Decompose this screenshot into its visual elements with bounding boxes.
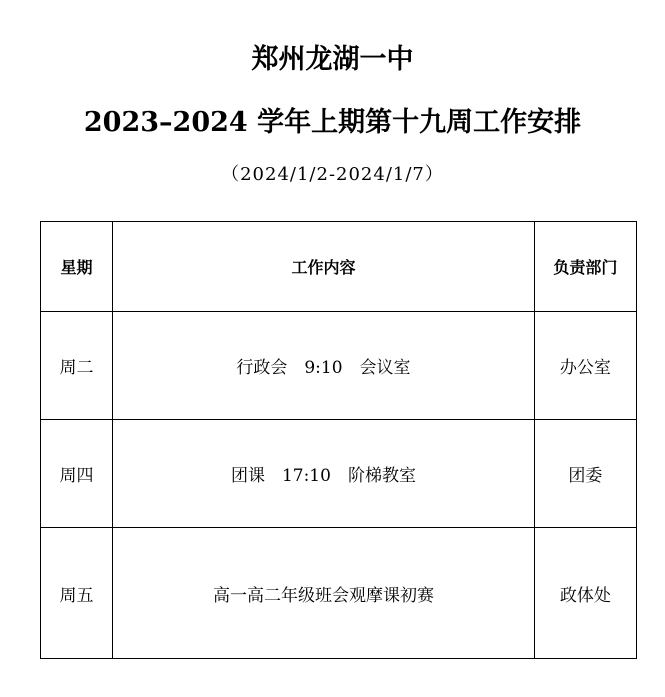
date-range: （2024/1/2-2024/1/7） — [221, 164, 444, 185]
table-row — [41, 420, 637, 528]
cell-content: 行政会 9:10 会议室 — [113, 312, 535, 420]
cell-day: 周二 — [41, 312, 113, 420]
cell-dept: 办公室 — [534, 312, 636, 420]
table-header-row — [41, 222, 637, 312]
header-dept: 负责部门 — [534, 222, 636, 312]
cell-day: 周四 — [41, 420, 113, 528]
table-row — [41, 312, 637, 420]
school-title: 郑州龙湖一中 — [251, 44, 414, 75]
document-title: 2023–2024 学年上期第十九周工作安排 — [83, 107, 582, 138]
header-content: 工作内容 — [113, 222, 535, 312]
cell-content: 团课 17:10 阶梯教室 — [113, 420, 535, 528]
schedule-table — [40, 221, 637, 659]
cell-day: 周五 — [41, 528, 113, 659]
header-day: 星期 — [41, 222, 113, 312]
cell-dept: 团委 — [534, 420, 636, 528]
table-row — [41, 528, 637, 659]
cell-content: 高一高二年级班会观摩课初赛 — [113, 528, 535, 659]
cell-dept: 政体处 — [534, 528, 636, 659]
